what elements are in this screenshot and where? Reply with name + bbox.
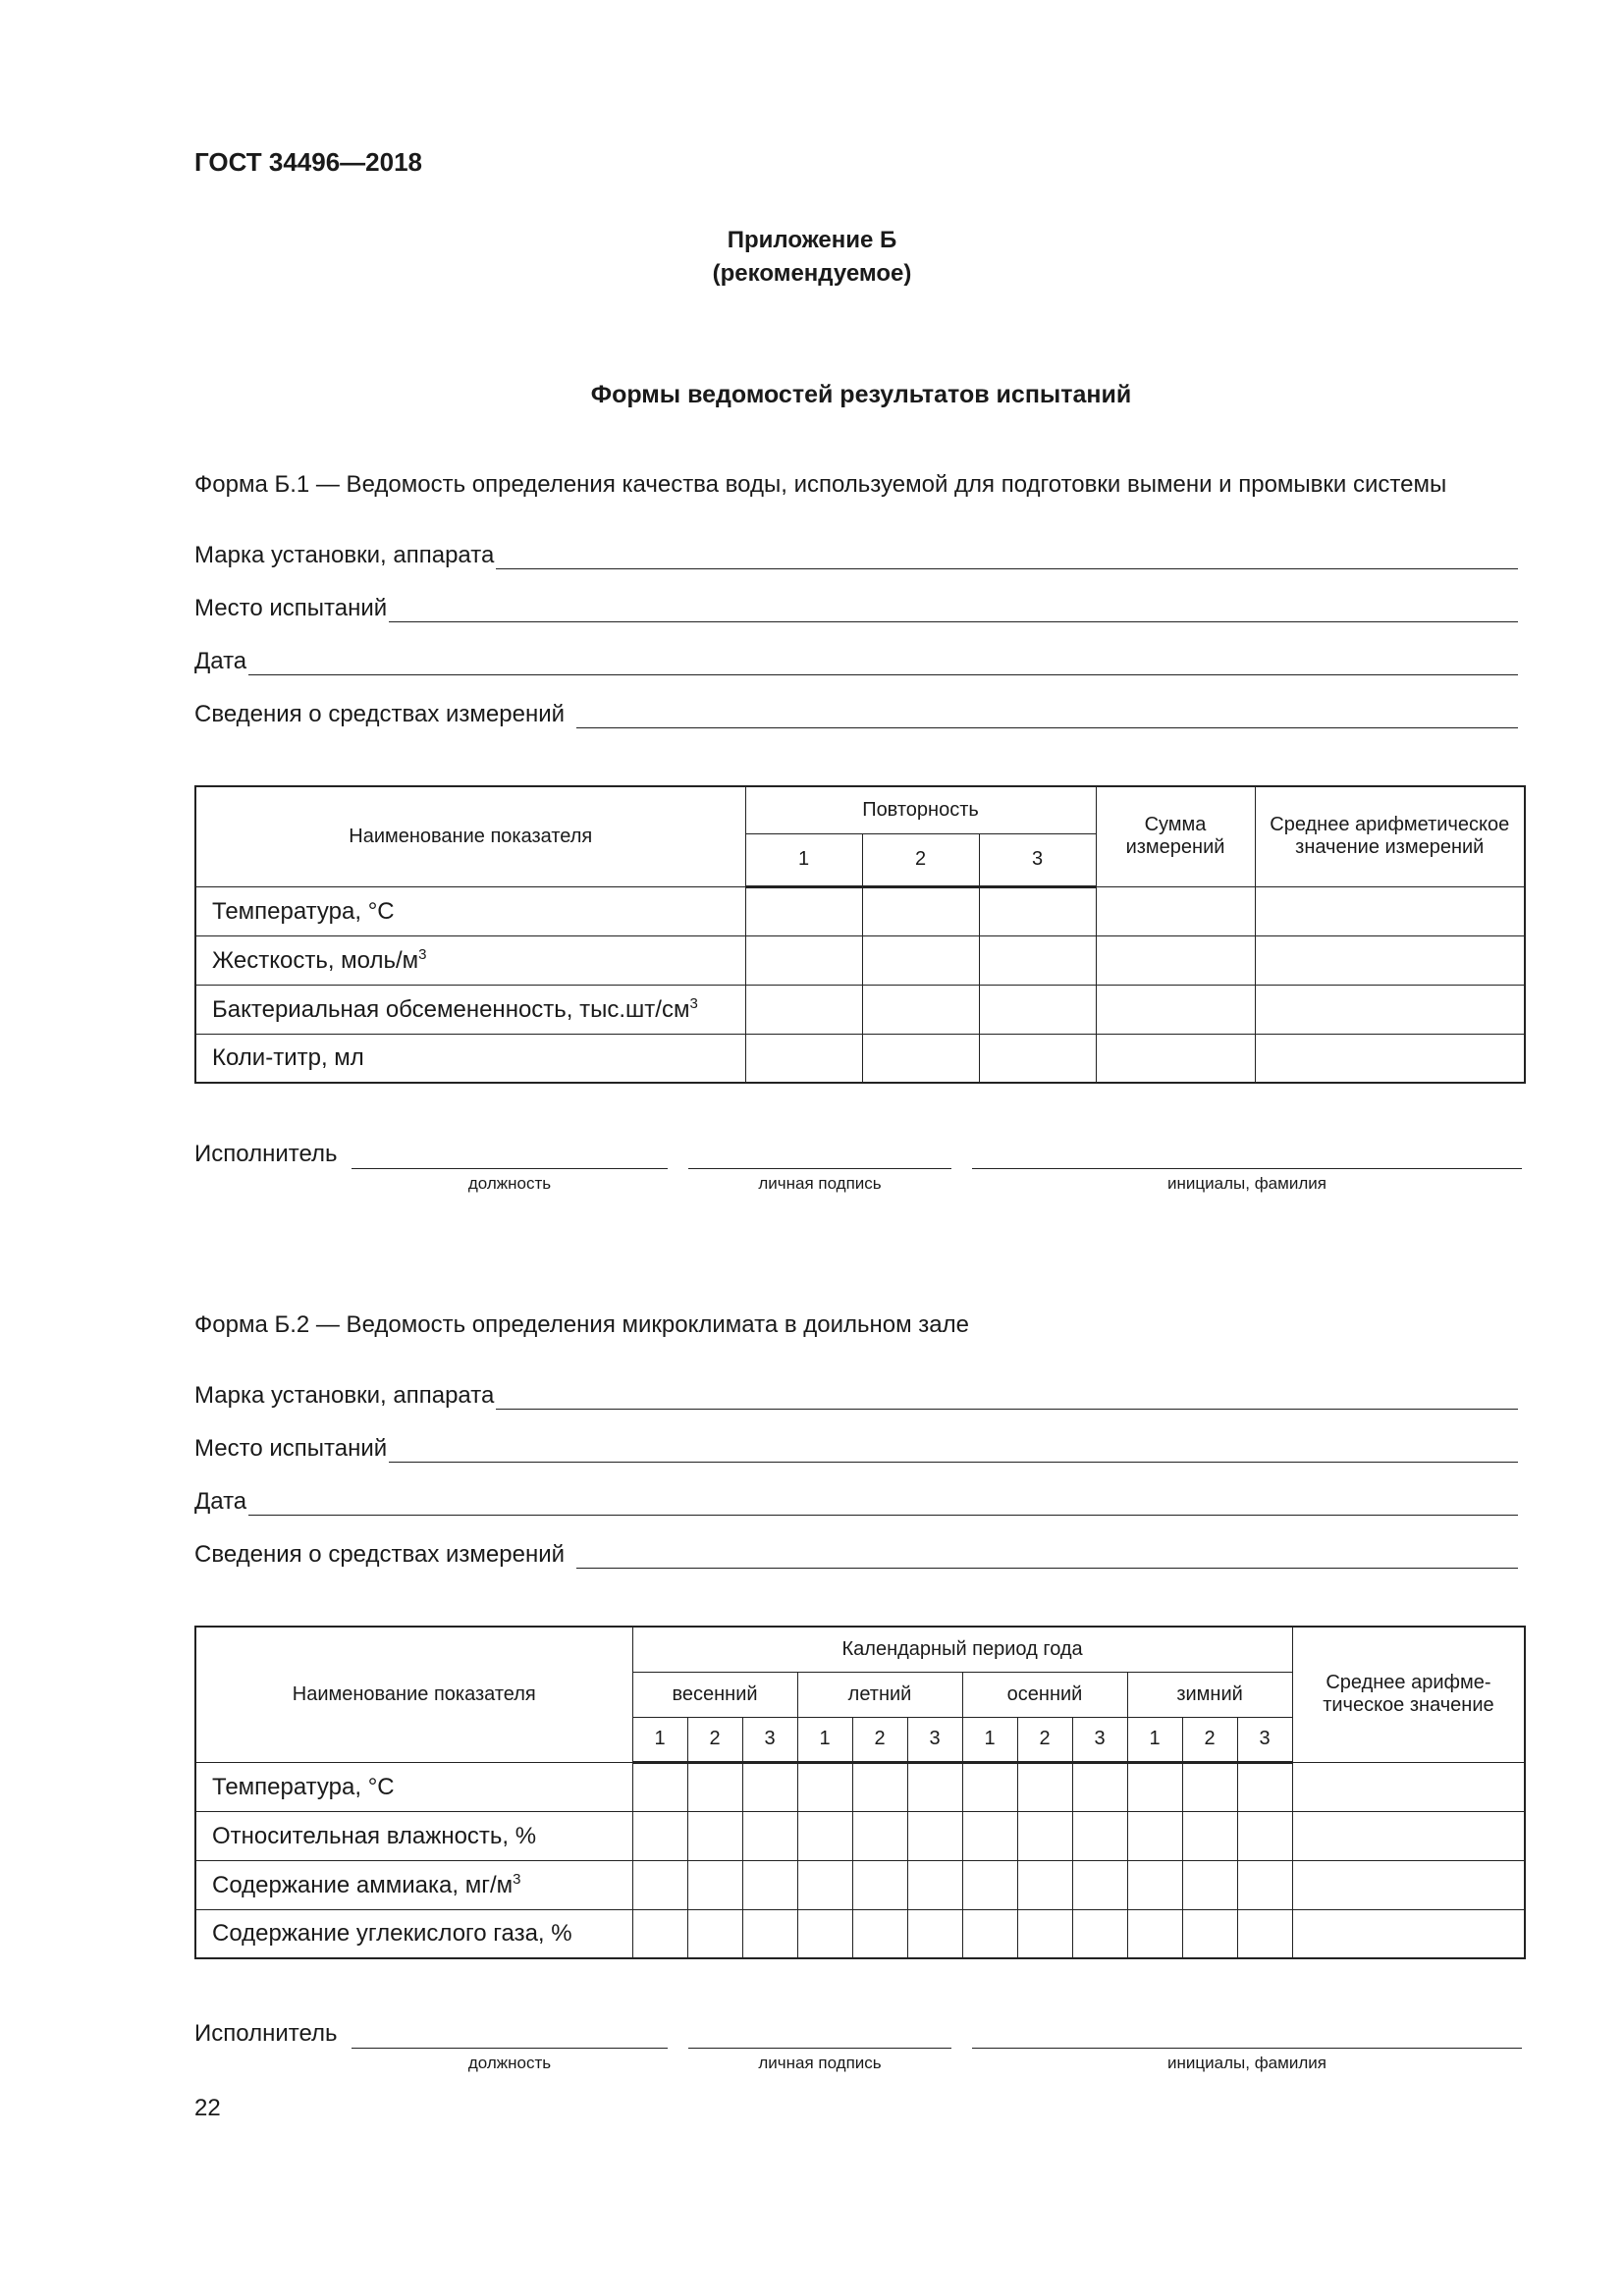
field-label: Дата	[194, 648, 247, 674]
table-cell[interactable]	[852, 1762, 907, 1811]
table-cell[interactable]	[1096, 935, 1255, 985]
table-row	[195, 1034, 1525, 1083]
table-cell[interactable]	[979, 935, 1096, 985]
form2-title: Форма Б.2 — Ведомость определения микроклимата в доильном зале	[194, 1311, 969, 1338]
table-cell[interactable]	[862, 886, 979, 935]
table-cell[interactable]	[742, 1909, 797, 1958]
name-line	[972, 1168, 1522, 1169]
table-cell[interactable]	[852, 1860, 907, 1909]
table-cell[interactable]	[1127, 1762, 1182, 1811]
name-line	[972, 2048, 1522, 2049]
table-cell[interactable]	[1096, 985, 1255, 1034]
position-line	[352, 2048, 668, 2049]
table-cell[interactable]	[1255, 935, 1525, 985]
page-number: 22	[194, 2095, 221, 2121]
header-sub: 3	[907, 1717, 962, 1762]
table-cell[interactable]	[962, 1909, 1017, 1958]
name-caption: инициалы, фамилия	[1167, 2054, 1326, 2072]
header-repeat-3: 3	[979, 833, 1096, 886]
table-cell[interactable]	[797, 1762, 852, 1811]
form2-signature-block	[194, 2020, 1530, 2079]
field-label: Сведения о средствах измерений	[194, 701, 566, 727]
table-cell[interactable]	[852, 1811, 907, 1860]
header-name: Наименование показателя	[195, 786, 745, 886]
field-label: Марка установки, аппарата	[194, 1382, 495, 1409]
form1-date-field	[194, 644, 1518, 675]
table-cell[interactable]	[1127, 1909, 1182, 1958]
form2-date-field	[194, 1484, 1518, 1516]
table-cell[interactable]	[1292, 1909, 1525, 1958]
table-cell[interactable]	[745, 935, 862, 985]
table-row	[195, 985, 1525, 1034]
form2-table	[194, 1626, 1526, 1959]
fill-line	[389, 1436, 1518, 1463]
header-name: Наименование показателя	[195, 1627, 632, 1762]
table-cell[interactable]	[632, 1762, 687, 1811]
section-title: Формы ведомостей результатов испытаний	[590, 381, 1132, 408]
table-row	[195, 886, 1525, 935]
form1-table	[194, 785, 1526, 1084]
table-cell[interactable]	[907, 1909, 962, 1958]
table-cell[interactable]	[687, 1909, 742, 1958]
table-cell[interactable]	[1072, 1860, 1127, 1909]
table-cell[interactable]	[907, 1811, 962, 1860]
document-code: ГОСТ 34496—2018	[194, 147, 422, 177]
header-mean: Среднее арифме-тическое значение	[1292, 1627, 1525, 1762]
table-cell[interactable]	[745, 886, 862, 935]
fill-line	[389, 596, 1518, 622]
table-cell[interactable]	[632, 1909, 687, 1958]
table-cell[interactable]	[907, 1762, 962, 1811]
header-sub: 1	[962, 1717, 1017, 1762]
form2-place-field	[194, 1431, 1518, 1463]
table-row	[195, 1860, 1525, 1909]
signature-label: Исполнитель	[194, 2020, 338, 2047]
header-season-winter: зимний	[1127, 1672, 1292, 1717]
table-cell[interactable]	[745, 1034, 862, 1083]
table-cell[interactable]	[1017, 1762, 1072, 1811]
fill-line	[496, 543, 1518, 569]
table-cell[interactable]	[862, 985, 979, 1034]
position-line	[352, 1168, 668, 1169]
table-cell[interactable]	[1255, 886, 1525, 935]
table-cell[interactable]	[1072, 1762, 1127, 1811]
table-cell[interactable]	[632, 1860, 687, 1909]
row-label: Температура, °С	[195, 1762, 632, 1811]
table-cell[interactable]	[1017, 1860, 1072, 1909]
table-cell[interactable]	[1127, 1811, 1182, 1860]
fill-line	[576, 1542, 1518, 1569]
field-label: Дата	[194, 1488, 247, 1515]
table-cell[interactable]	[1182, 1909, 1237, 1958]
row-label: Коли-титр, мл	[195, 1034, 745, 1083]
row-label: Содержание аммиака, $мг/м^3$	[195, 1860, 632, 1909]
table-cell[interactable]	[632, 1811, 687, 1860]
position-caption: должность	[467, 1174, 552, 1193]
row-label: Бактериальная обсемененность, $тыс.шт/см^3$	[195, 985, 745, 1034]
table-cell[interactable]	[979, 1034, 1096, 1083]
table-cell[interactable]	[687, 1811, 742, 1860]
table-cell[interactable]	[687, 1762, 742, 1811]
header-sub: 3	[1237, 1717, 1292, 1762]
appendix-status: (рекомендуемое)	[712, 260, 912, 287]
signature-caption: личная подпись	[758, 1174, 882, 1193]
table-cell[interactable]	[745, 985, 862, 1034]
table-cell[interactable]	[687, 1860, 742, 1909]
position-caption: должность	[467, 2054, 552, 2072]
header-season-spring: весенний	[632, 1672, 797, 1717]
table-row	[195, 1762, 1525, 1811]
table-cell[interactable]	[862, 1034, 979, 1083]
table-cell[interactable]	[1237, 1860, 1292, 1909]
name-caption: инициалы, фамилия	[1167, 1174, 1326, 1193]
form1-place-field	[194, 591, 1518, 622]
form1-signature-block	[194, 1141, 1530, 1200]
header-sub: 1	[797, 1717, 852, 1762]
header-sub: 3	[1072, 1717, 1127, 1762]
table-cell[interactable]	[1072, 1811, 1127, 1860]
header-mean: Среднее арифметическое значение измерений	[1255, 786, 1525, 886]
table-cell[interactable]	[1017, 1811, 1072, 1860]
fill-line	[248, 1489, 1518, 1516]
form2-instruments-field	[194, 1537, 1518, 1569]
table-cell[interactable]	[1237, 1762, 1292, 1811]
signature-caption: личная подпись	[758, 2054, 882, 2072]
row-label: Относительная влажность, %	[195, 1811, 632, 1860]
table-cell[interactable]	[962, 1811, 1017, 1860]
header-sub: 2	[852, 1717, 907, 1762]
table-cell[interactable]	[797, 1860, 852, 1909]
table-cell[interactable]	[1096, 886, 1255, 935]
table-cell[interactable]	[1182, 1762, 1237, 1811]
form1-title: Форма Б.1 — Ведомость определения качества воды, используемой для подготовки вымени и промывки системы	[194, 471, 1447, 498]
table-cell[interactable]	[1182, 1811, 1237, 1860]
row-label: Содержание углекислого газа, %	[195, 1909, 632, 1958]
fill-line	[248, 649, 1518, 675]
header-sub: 1	[632, 1717, 687, 1762]
table-cell[interactable]	[1072, 1909, 1127, 1958]
table-cell[interactable]	[1292, 1811, 1525, 1860]
form2-brand-field	[194, 1378, 1518, 1410]
table-row	[195, 935, 1525, 985]
table-cell[interactable]	[1182, 1860, 1237, 1909]
form1-brand-field	[194, 538, 1518, 569]
table-cell[interactable]	[1237, 1811, 1292, 1860]
table-cell[interactable]	[1127, 1860, 1182, 1909]
table-cell[interactable]	[1255, 985, 1525, 1034]
table-cell[interactable]	[962, 1860, 1017, 1909]
header-sub: 3	[742, 1717, 797, 1762]
field-label: Марка установки, аппарата	[194, 542, 495, 568]
table-cell[interactable]	[742, 1860, 797, 1909]
form1-instruments-field	[194, 697, 1518, 728]
table-cell[interactable]	[962, 1762, 1017, 1811]
header-sub: 2	[1017, 1717, 1072, 1762]
table-row	[195, 1811, 1525, 1860]
table-cell[interactable]	[742, 1762, 797, 1811]
signature-label: Исполнитель	[194, 1141, 338, 1167]
header-repeat-2: 2	[862, 833, 979, 886]
table-cell[interactable]	[797, 1811, 852, 1860]
table-cell[interactable]	[862, 935, 979, 985]
appendix-title: Приложение Б	[727, 227, 897, 253]
field-label: Место испытаний	[194, 595, 388, 621]
header-sub: 2	[1182, 1717, 1237, 1762]
header-sub: 1	[1127, 1717, 1182, 1762]
table-cell[interactable]	[852, 1909, 907, 1958]
table-cell[interactable]	[907, 1860, 962, 1909]
header-repeat-1: 1	[745, 833, 862, 886]
header-season-summer: летний	[797, 1672, 962, 1717]
header-season-autumn: осенний	[962, 1672, 1127, 1717]
signature-line	[688, 2048, 951, 2049]
table-cell[interactable]	[1096, 1034, 1255, 1083]
header-sum: Сумма измерений	[1096, 786, 1255, 886]
table-cell[interactable]	[1292, 1762, 1525, 1811]
table-cell[interactable]	[1255, 1034, 1525, 1083]
table-cell[interactable]	[742, 1811, 797, 1860]
fill-line	[576, 702, 1518, 728]
field-label: Место испытаний	[194, 1435, 388, 1462]
header-repeat: Повторность	[745, 786, 1096, 833]
table-row	[195, 1909, 1525, 1958]
row-label: Температура, °С	[195, 886, 745, 935]
fill-line	[496, 1383, 1518, 1410]
header-sub: 2	[687, 1717, 742, 1762]
table-cell[interactable]	[1017, 1909, 1072, 1958]
signature-line	[688, 1168, 951, 1169]
field-label: Сведения о средствах измерений	[194, 1541, 566, 1568]
header-period: Календарный период года	[632, 1627, 1292, 1672]
row-label: Жесткость, моль/$м^3$	[195, 935, 745, 985]
table-cell[interactable]	[1237, 1909, 1292, 1958]
table-cell[interactable]	[979, 886, 1096, 935]
table-cell[interactable]	[797, 1909, 852, 1958]
table-cell[interactable]	[1292, 1860, 1525, 1909]
table-cell[interactable]	[979, 985, 1096, 1034]
